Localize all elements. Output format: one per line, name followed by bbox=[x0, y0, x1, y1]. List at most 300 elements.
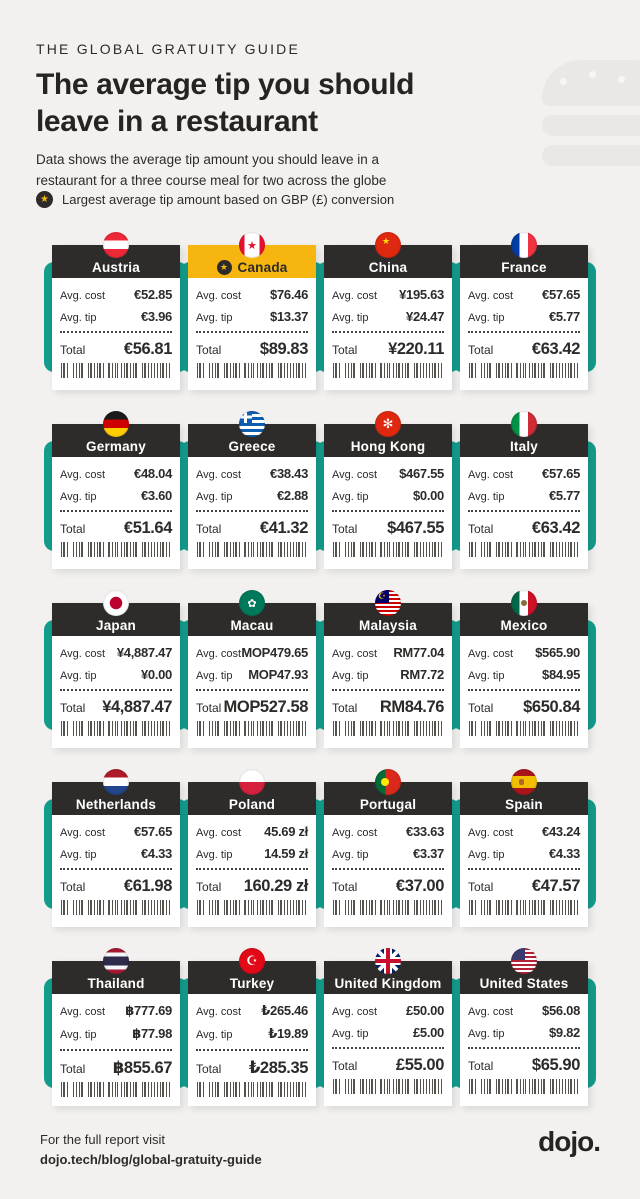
receipt-card bbox=[460, 961, 588, 1106]
receipt-torn-edge bbox=[460, 1100, 588, 1106]
total-value: $467.55 bbox=[387, 519, 444, 537]
avg-cost-label: Avg. cost bbox=[196, 290, 242, 302]
avg-tip-label: Avg. tip bbox=[468, 670, 505, 682]
avg-cost-value: RM77.04 bbox=[393, 645, 444, 660]
barcode bbox=[333, 1079, 443, 1094]
avg-tip-row bbox=[60, 1026, 172, 1042]
country-name: Austria bbox=[92, 259, 140, 275]
total-value: £55.00 bbox=[395, 1056, 444, 1074]
total-value: €51.64 bbox=[123, 519, 172, 537]
total-row bbox=[468, 877, 580, 896]
star-icon: ★ bbox=[217, 260, 232, 275]
burger-seed bbox=[560, 78, 567, 85]
avg-tip-row bbox=[60, 488, 172, 503]
avg-tip-row bbox=[468, 1025, 580, 1040]
dotted-divider bbox=[332, 510, 444, 512]
footer-line1: For the full report visit bbox=[40, 1132, 165, 1147]
avg-tip-value: ฿77.98 bbox=[132, 1026, 172, 1041]
total-label: Total bbox=[196, 701, 222, 715]
receipt-torn-edge bbox=[324, 563, 452, 569]
receipt-torn-edge bbox=[52, 563, 180, 569]
flag-de-icon bbox=[103, 411, 129, 437]
total-label: Total bbox=[60, 343, 86, 357]
avg-tip-value: 14.59 zł bbox=[264, 846, 308, 861]
avg-cost-value: MOP479.65 bbox=[241, 645, 308, 660]
total-row bbox=[60, 1058, 172, 1078]
eyebrow-text: THE GLOBAL GRATUITY GUIDE bbox=[36, 41, 301, 57]
avg-cost-row bbox=[60, 466, 172, 481]
total-value: ¥220.11 bbox=[388, 340, 444, 358]
flag-gb-icon bbox=[375, 948, 401, 974]
receipt-card bbox=[460, 245, 588, 390]
receipt-torn-edge bbox=[324, 1100, 452, 1106]
avg-cost-label: Avg. cost bbox=[468, 290, 514, 302]
total-value: €47.57 bbox=[531, 877, 580, 895]
total-label: Total bbox=[60, 1062, 86, 1076]
receipt-torn-edge bbox=[324, 921, 452, 927]
avg-tip-row bbox=[468, 846, 580, 861]
avg-cost-row bbox=[468, 1003, 580, 1018]
barcode bbox=[61, 721, 171, 736]
avg-tip-row bbox=[60, 846, 172, 861]
avg-cost-label: Avg. cost bbox=[332, 469, 378, 481]
avg-cost-label: Avg. cost bbox=[196, 1006, 242, 1018]
avg-cost-value: €48.04 bbox=[134, 466, 172, 481]
receipt-torn-edge bbox=[460, 563, 588, 569]
avg-tip-value: $13.37 bbox=[270, 309, 308, 324]
footer-report-url[interactable]: dojo.tech/blog/global-gratuity-guide bbox=[40, 1152, 262, 1167]
avg-tip-row bbox=[332, 309, 444, 324]
avg-cost-row bbox=[196, 645, 308, 660]
receipt-card bbox=[52, 603, 180, 748]
barcode bbox=[197, 900, 307, 915]
country-name: United States bbox=[479, 975, 569, 991]
country-receipt bbox=[324, 411, 452, 569]
avg-cost-row bbox=[332, 824, 444, 839]
avg-cost-row bbox=[60, 287, 172, 302]
country-name: Canada bbox=[237, 259, 288, 275]
avg-cost-value: $76.46 bbox=[270, 287, 308, 302]
country-receipt bbox=[324, 232, 452, 390]
flag-mx-icon bbox=[511, 590, 537, 616]
flag-cn-icon bbox=[375, 232, 401, 258]
avg-cost-row bbox=[332, 1003, 444, 1018]
avg-cost-value: $56.08 bbox=[542, 1003, 580, 1018]
flag-ca-icon bbox=[239, 232, 265, 258]
country-receipt bbox=[460, 590, 588, 748]
avg-cost-value: €52.85 bbox=[134, 287, 172, 302]
flag-hk-icon bbox=[375, 411, 401, 437]
flag-it-icon bbox=[511, 411, 537, 437]
avg-tip-label: Avg. tip bbox=[196, 312, 233, 324]
dotted-divider bbox=[196, 689, 308, 691]
total-label: Total bbox=[332, 701, 358, 715]
receipt-body bbox=[188, 278, 316, 384]
receipt-body bbox=[460, 278, 588, 384]
receipt-card bbox=[188, 603, 316, 748]
avg-tip-label: Avg. tip bbox=[196, 1029, 233, 1041]
avg-tip-row bbox=[196, 846, 308, 861]
avg-tip-row bbox=[468, 488, 580, 503]
flag-nl-icon bbox=[103, 769, 129, 795]
receipt-card bbox=[460, 603, 588, 748]
avg-tip-row bbox=[332, 1025, 444, 1040]
avg-tip-label: Avg. tip bbox=[468, 849, 505, 861]
country-receipt bbox=[324, 948, 452, 1106]
avg-tip-label: Avg. tip bbox=[60, 670, 97, 682]
flag-th-icon bbox=[103, 948, 129, 974]
avg-cost-label: Avg. cost bbox=[196, 469, 242, 481]
flag-fr-icon bbox=[511, 232, 537, 258]
country-name: United Kingdom bbox=[334, 975, 442, 991]
total-row bbox=[332, 1056, 444, 1075]
star-icon: ★ bbox=[36, 191, 53, 208]
country-receipt bbox=[188, 590, 316, 748]
avg-cost-value: ¥4,887.47 bbox=[116, 645, 172, 660]
avg-cost-value: ¥195.63 bbox=[399, 287, 444, 302]
total-label: Total bbox=[468, 701, 494, 715]
country-receipt bbox=[52, 232, 180, 390]
total-label: Total bbox=[332, 1059, 358, 1073]
avg-cost-value: €33.63 bbox=[406, 824, 444, 839]
country-receipt bbox=[52, 411, 180, 569]
receipt-card bbox=[188, 424, 316, 569]
avg-cost-label: Avg. cost bbox=[60, 1006, 106, 1018]
avg-tip-value: €4.33 bbox=[548, 846, 580, 861]
flag-mo-icon bbox=[239, 590, 265, 616]
flag-gr-icon bbox=[239, 411, 265, 437]
country-receipt bbox=[188, 769, 316, 927]
country-receipt bbox=[188, 411, 316, 569]
dotted-divider bbox=[332, 331, 444, 333]
avg-cost-value: £50.00 bbox=[406, 1003, 444, 1018]
page-title bbox=[36, 66, 414, 140]
avg-tip-value: $0.00 bbox=[412, 488, 444, 503]
total-value: MOP527.58 bbox=[223, 698, 308, 716]
dotted-divider bbox=[332, 689, 444, 691]
avg-cost-label: Avg. cost bbox=[332, 290, 378, 302]
page-title-line1: The average tip you should bbox=[36, 68, 415, 101]
country-name: Portugal bbox=[359, 796, 417, 812]
avg-tip-row bbox=[468, 667, 580, 682]
barcode bbox=[197, 721, 307, 736]
avg-cost-value: $467.55 bbox=[399, 466, 444, 481]
total-value: €37.00 bbox=[395, 877, 444, 895]
barcode bbox=[197, 542, 307, 557]
avg-tip-label: Avg. tip bbox=[332, 1028, 369, 1040]
avg-cost-label: Avg. cost bbox=[196, 648, 242, 660]
total-label: Total bbox=[332, 343, 358, 357]
avg-cost-row bbox=[468, 466, 580, 481]
legend bbox=[36, 191, 394, 208]
barcode bbox=[197, 1082, 307, 1097]
avg-cost-value: €57.65 bbox=[542, 466, 580, 481]
avg-tip-value: €3.96 bbox=[140, 309, 172, 324]
country-name: Thailand bbox=[87, 975, 145, 991]
avg-tip-label: Avg. tip bbox=[332, 491, 369, 503]
country-name: Poland bbox=[228, 796, 276, 812]
avg-cost-label: Avg. cost bbox=[332, 827, 378, 839]
receipt-card bbox=[324, 961, 452, 1106]
avg-cost-row bbox=[60, 824, 172, 839]
receipt-body bbox=[52, 994, 180, 1100]
barcode bbox=[197, 363, 307, 378]
total-label: Total bbox=[60, 701, 86, 715]
dotted-divider bbox=[60, 868, 172, 870]
avg-cost-row bbox=[60, 645, 172, 660]
receipt-body bbox=[460, 457, 588, 563]
total-value: €61.98 bbox=[123, 877, 172, 895]
receipt-torn-edge bbox=[188, 921, 316, 927]
avg-tip-row bbox=[60, 309, 172, 324]
barcode bbox=[61, 363, 171, 378]
country-receipt bbox=[460, 769, 588, 927]
receipt-torn-edge bbox=[188, 742, 316, 748]
dotted-divider bbox=[196, 510, 308, 512]
flag-my-icon bbox=[375, 590, 401, 616]
avg-tip-value: RM7.72 bbox=[400, 667, 444, 682]
avg-tip-label: Avg. tip bbox=[332, 849, 369, 861]
barcode bbox=[469, 1079, 579, 1094]
avg-tip-value: $84.95 bbox=[542, 667, 580, 682]
receipt-card bbox=[324, 782, 452, 927]
avg-cost-value: €38.43 bbox=[270, 466, 308, 481]
dotted-divider bbox=[468, 510, 580, 512]
avg-cost-label: Avg. cost bbox=[60, 648, 106, 660]
receipt-card bbox=[188, 961, 316, 1106]
avg-tip-label: Avg. tip bbox=[196, 491, 233, 503]
avg-tip-row bbox=[196, 1026, 308, 1042]
total-value: $65.90 bbox=[531, 1056, 580, 1074]
dotted-divider bbox=[60, 1049, 172, 1051]
country-name: Macau bbox=[230, 617, 274, 633]
avg-tip-label: Avg. tip bbox=[468, 1028, 505, 1040]
dojo-logo: dojo. bbox=[538, 1126, 600, 1157]
avg-tip-value: ₺19.89 bbox=[268, 1026, 308, 1041]
receipt-body bbox=[324, 636, 452, 742]
flag-us-icon bbox=[511, 948, 537, 974]
receipt-body bbox=[188, 815, 316, 921]
barcode bbox=[333, 721, 443, 736]
country-name: Mexico bbox=[500, 617, 548, 633]
avg-tip-row bbox=[196, 667, 308, 682]
avg-cost-row bbox=[468, 824, 580, 839]
total-label: Total bbox=[468, 1059, 494, 1073]
avg-cost-row bbox=[468, 287, 580, 302]
receipt-body bbox=[188, 994, 316, 1100]
total-row bbox=[60, 340, 172, 359]
country-receipt bbox=[188, 948, 316, 1106]
total-row bbox=[196, 877, 308, 896]
country-receipt bbox=[460, 232, 588, 390]
total-value: €63.42 bbox=[531, 340, 580, 358]
receipt-body bbox=[460, 636, 588, 742]
dotted-divider bbox=[196, 1049, 308, 1051]
total-value: ฿855.67 bbox=[112, 1059, 172, 1077]
receipt-body bbox=[188, 457, 316, 563]
barcode bbox=[333, 363, 443, 378]
dotted-divider bbox=[332, 1047, 444, 1049]
avg-cost-value: €57.65 bbox=[134, 824, 172, 839]
barcode bbox=[61, 900, 171, 915]
burger-seed bbox=[618, 76, 625, 83]
dotted-divider bbox=[60, 689, 172, 691]
dotted-divider bbox=[196, 868, 308, 870]
avg-cost-row bbox=[332, 645, 444, 660]
country-receipt bbox=[52, 769, 180, 927]
receipt-body bbox=[52, 457, 180, 563]
total-value: 160.29 zł bbox=[243, 877, 308, 895]
total-label: Total bbox=[60, 880, 86, 894]
total-row bbox=[332, 519, 444, 538]
total-row bbox=[60, 877, 172, 896]
avg-tip-row bbox=[468, 309, 580, 324]
dotted-divider bbox=[60, 510, 172, 512]
receipt-body bbox=[460, 994, 588, 1100]
burger-icon bbox=[542, 60, 640, 166]
total-value: $89.83 bbox=[259, 340, 308, 358]
barcode bbox=[469, 900, 579, 915]
receipt-card bbox=[460, 424, 588, 569]
total-row bbox=[196, 340, 308, 359]
total-row bbox=[196, 698, 308, 717]
avg-cost-value: €57.65 bbox=[542, 287, 580, 302]
country-name: Turkey bbox=[229, 975, 275, 991]
avg-tip-row bbox=[332, 488, 444, 503]
avg-cost-row bbox=[196, 466, 308, 481]
receipt-torn-edge bbox=[52, 1100, 180, 1106]
total-value: €56.81 bbox=[123, 340, 172, 358]
total-row bbox=[332, 340, 444, 359]
country-name: Japan bbox=[95, 617, 137, 633]
avg-cost-value: ₺265.46 bbox=[261, 1003, 308, 1018]
barcode bbox=[333, 542, 443, 557]
burger-bun-bottom bbox=[542, 145, 640, 166]
footer-note bbox=[40, 1130, 262, 1170]
country-receipt bbox=[324, 590, 452, 748]
burger-bun-top bbox=[542, 60, 640, 106]
avg-tip-value: £5.00 bbox=[412, 1025, 444, 1040]
flag-es-icon bbox=[511, 769, 537, 795]
avg-cost-value: €43.24 bbox=[542, 824, 580, 839]
barcode bbox=[333, 900, 443, 915]
page-subtitle-line2: restaurant for a three course meal for two across the globe bbox=[36, 173, 387, 188]
country-name: China bbox=[368, 259, 408, 275]
avg-tip-value: €3.37 bbox=[412, 846, 444, 861]
flag-at-icon bbox=[103, 232, 129, 258]
total-value: €41.32 bbox=[259, 519, 308, 537]
page-title-line2: leave in a restaurant bbox=[36, 105, 318, 138]
country-receipt bbox=[52, 948, 180, 1106]
total-label: Total bbox=[468, 343, 494, 357]
country-receipt bbox=[52, 590, 180, 748]
avg-tip-row bbox=[196, 488, 308, 503]
avg-cost-label: Avg. cost bbox=[468, 648, 514, 660]
avg-cost-label: Avg. cost bbox=[332, 648, 378, 660]
barcode bbox=[469, 363, 579, 378]
receipt-body bbox=[324, 994, 452, 1100]
avg-tip-label: Avg. tip bbox=[332, 312, 369, 324]
total-label: Total bbox=[468, 522, 494, 536]
receipt-torn-edge bbox=[460, 921, 588, 927]
page-subtitle-line1: Data shows the average tip amount you should leave in a bbox=[36, 152, 379, 167]
total-label: Total bbox=[196, 880, 222, 894]
barcode bbox=[469, 542, 579, 557]
dotted-divider bbox=[468, 868, 580, 870]
receipt-torn-edge bbox=[324, 384, 452, 390]
receipt-body bbox=[460, 815, 588, 921]
receipt-card bbox=[52, 424, 180, 569]
flag-pl-icon bbox=[239, 769, 265, 795]
receipt-card bbox=[324, 245, 452, 390]
total-row bbox=[60, 698, 172, 717]
total-value: ¥4,887.47 bbox=[102, 698, 172, 716]
receipt-torn-edge bbox=[460, 384, 588, 390]
avg-cost-label: Avg. cost bbox=[60, 290, 106, 302]
avg-cost-row bbox=[468, 645, 580, 660]
avg-cost-label: Avg. cost bbox=[196, 827, 242, 839]
total-row bbox=[60, 519, 172, 538]
country-receipt bbox=[188, 232, 316, 390]
total-row bbox=[468, 519, 580, 538]
total-row bbox=[332, 698, 444, 717]
total-label: Total bbox=[196, 522, 222, 536]
flag-jp-icon bbox=[103, 590, 129, 616]
total-row bbox=[332, 877, 444, 896]
avg-cost-row bbox=[60, 1003, 172, 1019]
avg-tip-label: Avg. tip bbox=[60, 491, 97, 503]
avg-cost-label: Avg. cost bbox=[468, 827, 514, 839]
receipt-body bbox=[52, 278, 180, 384]
country-name: Germany bbox=[86, 438, 146, 454]
receipt-card bbox=[460, 782, 588, 927]
total-row bbox=[468, 698, 580, 717]
receipt-torn-edge bbox=[188, 563, 316, 569]
page-subtitle bbox=[36, 149, 386, 191]
receipt-torn-edge bbox=[52, 921, 180, 927]
receipt-body bbox=[52, 815, 180, 921]
total-label: Total bbox=[196, 1062, 222, 1076]
receipt-body bbox=[324, 278, 452, 384]
burger-patty bbox=[542, 115, 640, 136]
total-row bbox=[196, 1058, 308, 1078]
receipt-grid bbox=[52, 232, 588, 1106]
avg-tip-row bbox=[332, 846, 444, 861]
receipt-torn-edge bbox=[52, 384, 180, 390]
receipt-body bbox=[188, 636, 316, 742]
barcode bbox=[61, 542, 171, 557]
avg-tip-row bbox=[196, 309, 308, 324]
receipt-body bbox=[52, 636, 180, 742]
total-label: Total bbox=[196, 343, 222, 357]
dotted-divider bbox=[468, 689, 580, 691]
receipt-card bbox=[52, 782, 180, 927]
avg-tip-value: €3.60 bbox=[140, 488, 172, 503]
avg-tip-value: €5.77 bbox=[548, 309, 580, 324]
avg-cost-row bbox=[196, 287, 308, 302]
flag-pt-icon bbox=[375, 769, 401, 795]
avg-tip-row bbox=[332, 667, 444, 682]
avg-cost-label: Avg. cost bbox=[60, 827, 106, 839]
avg-tip-value: €5.77 bbox=[548, 488, 580, 503]
receipt-body bbox=[324, 457, 452, 563]
avg-tip-label: Avg. tip bbox=[332, 670, 369, 682]
dotted-divider bbox=[468, 1047, 580, 1049]
total-label: Total bbox=[332, 880, 358, 894]
country-receipt bbox=[460, 948, 588, 1106]
country-name: Hong Kong bbox=[350, 438, 426, 454]
avg-tip-value: ¥24.47 bbox=[406, 309, 444, 324]
